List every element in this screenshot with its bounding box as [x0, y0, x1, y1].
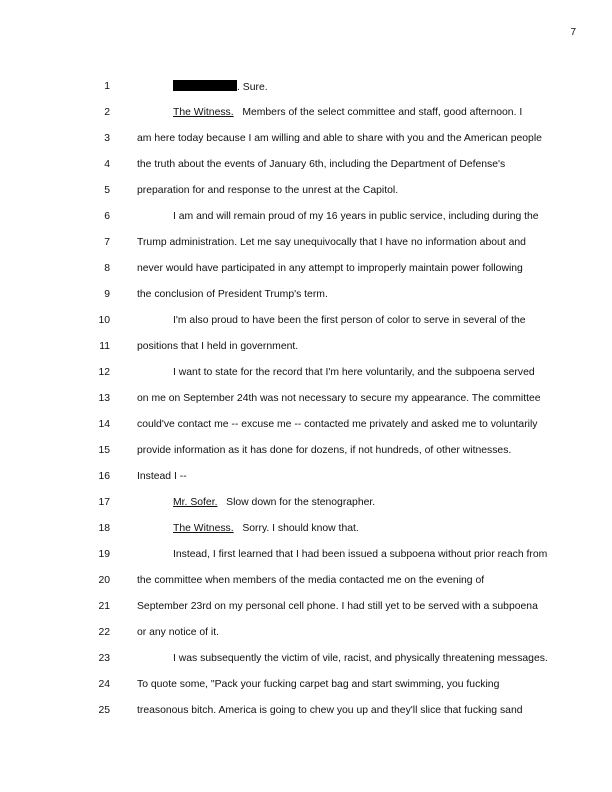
line-content: or any notice of it.	[137, 627, 220, 638]
line-text	[173, 522, 359, 536]
line-content: I am and will remain proud of my 16 years in public service, including during the	[173, 211, 539, 222]
line-number: 20	[98, 575, 110, 586]
line-number: 12	[98, 367, 110, 378]
line-content: could've contact me -- excuse me -- contacted me privately and asked me to voluntarily	[137, 419, 538, 430]
transcript-line	[0, 392, 612, 418]
line-content: I'm also proud to have been the first person of color to serve in several of the	[173, 315, 526, 326]
line-content: the conclusion of President Trump's term.	[137, 289, 328, 300]
line-content: Instead I --	[137, 471, 187, 482]
line-number: 14	[98, 419, 110, 430]
transcript-line	[0, 132, 612, 158]
line-content: Slow down for the stenographer.	[226, 497, 376, 508]
line-content: September 23rd on my personal cell phone. I had still yet to be served with a subpoena	[137, 601, 538, 612]
line-number: 11	[99, 341, 110, 352]
transcript-line	[0, 236, 612, 262]
line-text	[173, 496, 375, 510]
line-content: the committee when members of the media contacted me on the evening of	[137, 575, 485, 586]
redaction-box	[173, 80, 237, 91]
line-content: . Sure.	[237, 82, 268, 93]
transcript-line	[0, 106, 612, 132]
line-content: positions that I held in government.	[137, 341, 299, 352]
transcript-line	[0, 444, 612, 470]
line-number: 22	[98, 627, 110, 638]
transcript-line	[0, 184, 612, 210]
transcript-line	[0, 418, 612, 444]
line-number: 8	[104, 263, 110, 274]
line-text	[173, 80, 268, 95]
line-content: on me on September 24th was not necessary to secure my appearance. The committee	[137, 393, 541, 404]
line-number: 17	[98, 497, 110, 508]
transcript-line	[0, 158, 612, 184]
transcript-line	[0, 210, 612, 236]
line-content: Instead, I first learned that I had been issued a subpoena without prior reach from	[173, 549, 548, 560]
line-content: treasonous bitch. America is going to chew you up and they'll slice that fucking sand	[137, 705, 523, 716]
line-number: 4	[104, 159, 110, 170]
line-content: the truth about the events of January 6th, including the Department of Defense's	[137, 159, 506, 170]
transcript-line	[0, 262, 612, 288]
line-content: am here today because I am willing and able to share with you and the American people	[137, 133, 542, 144]
speaker-label: Mr. Sofer.	[173, 497, 218, 508]
line-number: 2	[104, 107, 110, 118]
transcript-line	[0, 340, 612, 366]
line-content: Members of the select committee and staff, good afternoon. I	[242, 107, 523, 118]
line-number: 6	[104, 211, 110, 222]
line-number: 19	[98, 549, 110, 560]
transcript-line	[0, 600, 612, 626]
line-number: 21	[98, 601, 110, 612]
transcript-line	[0, 288, 612, 314]
line-number: 5	[104, 185, 110, 196]
line-content: provide information as it has done for dozens, if not hundreds, of other witnesses.	[137, 445, 512, 456]
transcript-body	[0, 80, 612, 730]
line-number: 7	[104, 237, 110, 248]
transcript-line	[0, 366, 612, 392]
line-content: To quote some, "Pack your fucking carpet bag and start swimming, you fucking	[137, 679, 500, 690]
line-content: Trump administration. Let me say unequivocally that I have no information about and	[137, 237, 526, 248]
transcript-line	[0, 678, 612, 704]
line-number: 25	[98, 705, 110, 716]
page-number: 7	[570, 27, 576, 38]
line-content: I want to state for the record that I'm here voluntarily, and the subpoena served	[173, 367, 535, 378]
transcript-line	[0, 496, 612, 522]
transcript-line	[0, 470, 612, 496]
line-number: 1	[104, 81, 110, 92]
line-number: 9	[104, 289, 110, 300]
transcript-line	[0, 548, 612, 574]
speaker-label: The Witness.	[173, 523, 234, 534]
transcript-line	[0, 522, 612, 548]
line-content: preparation for and response to the unrest at the Capitol.	[137, 185, 399, 196]
line-text	[173, 106, 522, 120]
line-content: Sorry. I should know that.	[242, 523, 359, 534]
line-number: 23	[98, 653, 110, 664]
line-content: I was subsequently the victim of vile, racist, and physically threatening messages.	[173, 653, 548, 664]
line-number: 3	[104, 133, 110, 144]
transcript-line	[0, 314, 612, 340]
line-content: never would have participated in any attempt to improperly maintain power following	[137, 263, 523, 274]
transcript-line	[0, 652, 612, 678]
line-number: 13	[98, 393, 110, 404]
transcript-line	[0, 626, 612, 652]
transcript-line	[0, 574, 612, 600]
line-number: 24	[98, 679, 110, 690]
transcript-line	[0, 80, 612, 106]
line-number: 16	[98, 471, 110, 482]
transcript-line	[0, 704, 612, 730]
line-number: 15	[98, 445, 110, 456]
line-number: 18	[98, 523, 110, 534]
line-number: 10	[98, 315, 110, 326]
speaker-label: The Witness.	[173, 107, 234, 118]
